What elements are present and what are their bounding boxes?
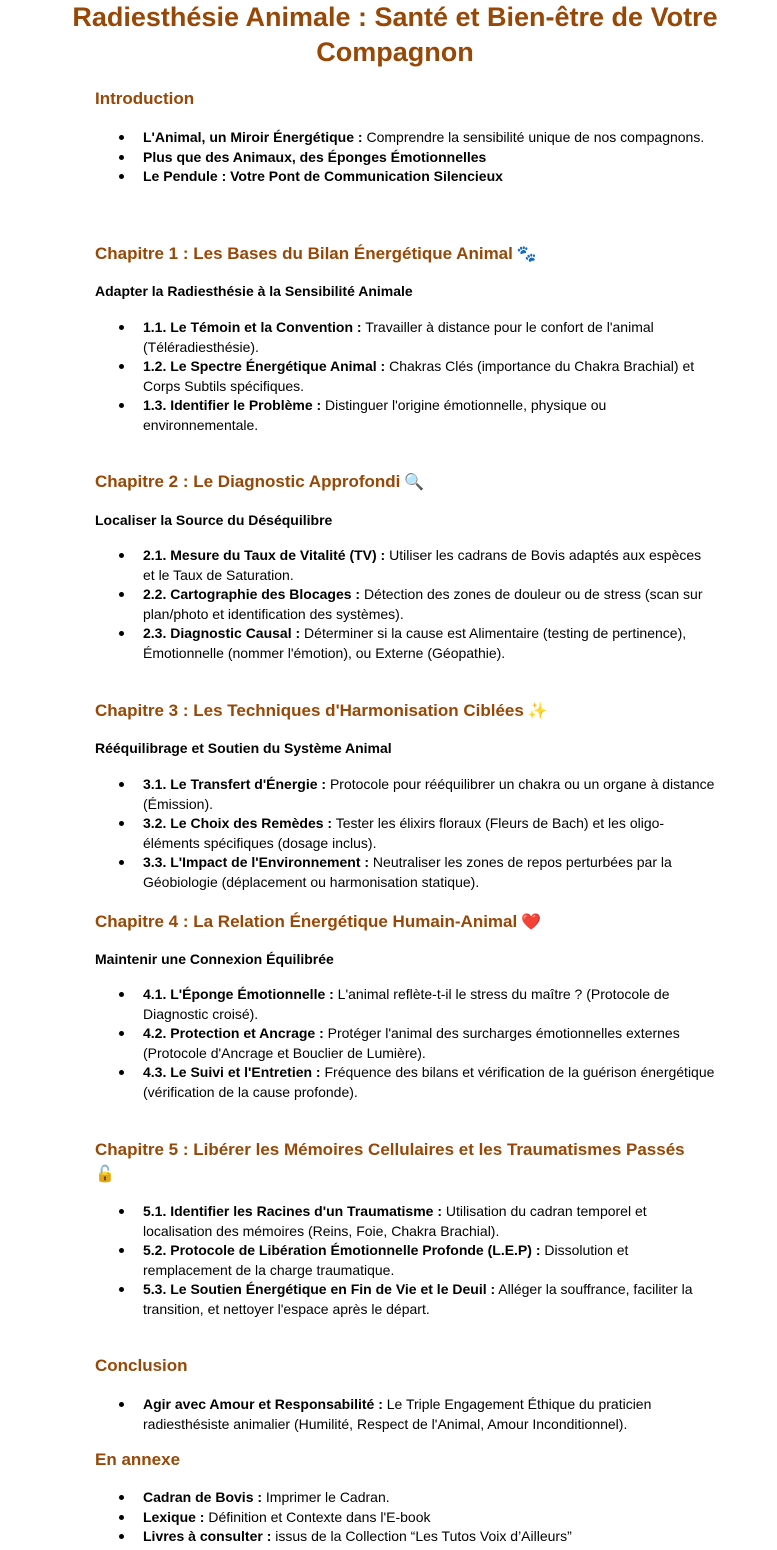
- document-title: Radiesthésie Animale : Santé et Bien-être de Votre Compagnon: [72, 2, 718, 67]
- list-item: Agir avec Amour et Responsabilité : Le Triple Engagement Éthique du praticien radiesthésiste animalier (Humilité, Respect de l'Animal, Amour Inconditionnel).: [95, 1395, 715, 1434]
- list-item: 3.3. L'Impact de l'Environnement : Neutraliser les zones de repos perturbées par la Géobiologie (déplacement ou harmonisation statique).: [95, 853, 715, 892]
- unlock-icon: 🔓: [95, 1166, 115, 1183]
- list-item: 2.2. Cartographie des Blocages : Détection des zones de douleur ou de stress (scan sur plan/photo et identification des systèmes).: [95, 585, 715, 624]
- list-item: 4.3. Le Suivi et l'Entretien : Fréquence des bilans et vérification de la guérison énergétique (vérification de la cause profonde).: [95, 1063, 715, 1102]
- sparkles-icon: ✨: [527, 703, 548, 720]
- list-item: Lexique : Définition et Contexte dans l'E-book: [95, 1508, 715, 1528]
- section-heading-annexe: En annexe: [95, 1450, 181, 1469]
- chapter-2-subtitle: Localiser la Source du Déséquilibre: [95, 512, 333, 528]
- chapter-2-list: [95, 546, 715, 663]
- chapter-4-list: [95, 985, 715, 1102]
- list-item: Cadran de Bovis : Imprimer le Cadran.: [95, 1488, 715, 1508]
- paw-icon: 🐾: [516, 246, 537, 263]
- list-item: 3.2. Le Choix des Remèdes : Tester les élixirs floraux (Fleurs de Bach) et les oligo-éléments spécifiques (dosage inclus).: [95, 814, 715, 853]
- list-item: 4.1. L'Éponge Émotionnelle : L'animal reflète-t-il le stress du maître ? (Protocole de Diagnostic croisé).: [95, 985, 715, 1024]
- list-item: 5.2. Protocole de Libération Émotionnelle Profonde (L.E.P) : Dissolution et remplacement de la charge traumatique.: [95, 1241, 715, 1280]
- section-heading-chapter-3: Chapitre 3 : Les Techniques d'Harmonisation Ciblées ✨: [95, 701, 548, 720]
- list-item: Plus que des Animaux, des Éponges Émotionnelles: [95, 148, 715, 168]
- list-item: 5.3. Le Soutien Énergétique en Fin de Vie et le Deuil : Alléger la souffrance, faciliter la transition, et nettoyer l'espace après le départ.: [95, 1280, 715, 1319]
- list-item: L'Animal, un Miroir Énergétique : Comprendre la sensibilité unique de nos compagnons.: [95, 128, 715, 148]
- list-item: 1.2. Le Spectre Énergétique Animal : Chakras Clés (importance du Chakra Brachial) et Corps Subtils spécifiques.: [95, 357, 715, 396]
- section-heading-introduction: Introduction: [95, 89, 195, 108]
- section-heading-chapter-2: Chapitre 2 : Le Diagnostic Approfondi 🔍: [95, 472, 425, 491]
- annexe-list: [95, 1488, 715, 1547]
- section-heading-chapter-4: Chapitre 4 : La Relation Énergétique Humain-Animal ❤️: [95, 912, 542, 931]
- section-heading-chapter-5: Chapitre 5 : Libérer les Mémoires Cellulaires et les Traumatismes Passés 🔓: [95, 1140, 685, 1183]
- magnifier-icon: 🔍: [404, 474, 425, 491]
- section-heading-chapter-1: Chapitre 1 : Les Bases du Bilan Énergétique Animal 🐾: [95, 244, 537, 263]
- chapter-1-subtitle: Adapter la Radiesthésie à la Sensibilité Animale: [95, 283, 413, 299]
- intro-list: [95, 128, 715, 187]
- list-item: 1.3. Identifier le Problème : Distinguer l'origine émotionnelle, physique ou environnementale.: [95, 396, 715, 435]
- list-item: 5.1. Identifier les Racines d'un Traumatisme : Utilisation du cadran temporel et localisation des mémoires (Reins, Foie, Chakra Brachial).: [95, 1202, 715, 1241]
- list-item: 4.2. Protection et Ancrage : Protéger l'animal des surcharges émotionnelles externes (Protocole d'Ancrage et Bouclier de Lumière).: [95, 1024, 715, 1063]
- list-item: 2.1. Mesure du Taux de Vitalité (TV) : Utiliser les cadrans de Bovis adaptés aux espèces et le Taux de Saturation.: [95, 546, 715, 585]
- chapter-1-list: [95, 318, 715, 435]
- list-item: 1.1. Le Témoin et la Convention : Travailler à distance pour le confort de l'animal (Téléradiesthésie).: [95, 318, 715, 357]
- section-heading-conclusion: Conclusion: [95, 1356, 188, 1375]
- list-item: Livres à consulter : issus de la Collection “Les Tutos Voix d’Ailleurs”: [95, 1527, 715, 1547]
- chapter-3-list: [95, 775, 715, 892]
- heart-icon: ❤️: [521, 914, 542, 931]
- chapter-5-list: [95, 1202, 715, 1319]
- list-item: 2.3. Diagnostic Causal : Déterminer si la cause est Alimentaire (testing de pertinence), Émotionnelle (nommer l'émotion), ou Externe (Géopathie).: [95, 624, 715, 663]
- list-item: Le Pendule : Votre Pont de Communication Silencieux: [95, 167, 715, 187]
- chapter-3-subtitle: Rééquilibrage et Soutien du Système Animal: [95, 740, 392, 756]
- list-item: 3.1. Le Transfert d'Énergie : Protocole pour rééquilibrer un chakra ou un organe à distance (Émission).: [95, 775, 715, 814]
- chapter-4-subtitle: Maintenir une Connexion Équilibrée: [95, 951, 334, 967]
- conclusion-list: [95, 1395, 715, 1434]
